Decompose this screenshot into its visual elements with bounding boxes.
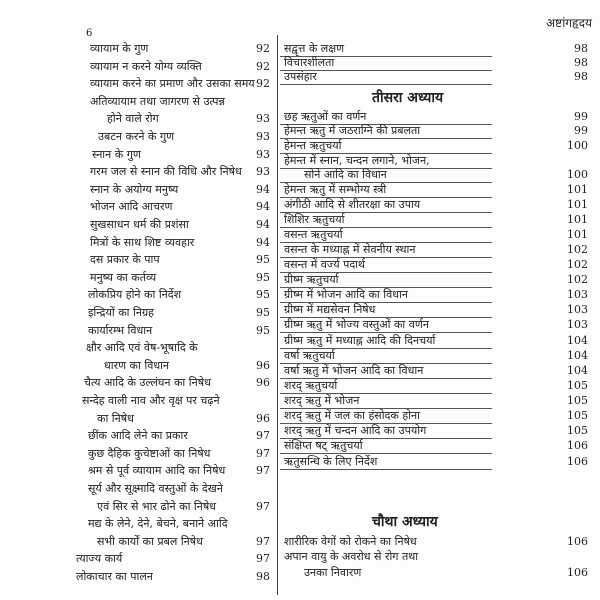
toc-page-number: 95 xyxy=(256,323,270,337)
toc-entry-left: उबटन करने के गुण xyxy=(98,130,175,143)
toc-entry-left: भोजन आदि आचरण xyxy=(90,200,173,214)
row-rule xyxy=(280,84,492,85)
toc-entry-right: हेमन्त ऋतुचर्या xyxy=(284,139,342,152)
toc-entry-left: स्नान के अयोग्य मनुष्य xyxy=(90,182,179,196)
toc-entry-left: मित्रों के साथ शिष्ट व्यवहार xyxy=(90,235,195,249)
toc-page-number: 103 xyxy=(567,288,588,301)
toc-page-number: 102 xyxy=(567,273,588,286)
toc-entry-right: ग्रीष्म ऋतु में भोज्य वस्तुओं का वर्णन xyxy=(284,318,429,331)
toc-page-number: 98 xyxy=(256,570,270,583)
toc-entry-right: उपसंहार xyxy=(284,70,317,83)
toc-page-number: 101 xyxy=(567,198,588,211)
toc-entry-right: ग्रीष्म ऋतु में मध्याह्न आदि की दिनचर्या xyxy=(284,334,436,347)
toc-entry-left: कुछ दैहिक कुचेष्टाओं का निषेध xyxy=(88,446,211,460)
chapter-heading-fourth: चौथा अध्याय xyxy=(372,514,438,530)
toc-page-number: 96 xyxy=(256,411,270,425)
toc-entry-right: शरद् ऋतु में जल का हंसोदक होना xyxy=(284,409,421,422)
toc-entry-right: वसन्त ऋतुचर्या xyxy=(284,228,343,241)
toc-page-number: 92 xyxy=(256,42,270,55)
toc-page-number: 93 xyxy=(256,165,270,179)
toc-page-number: 93 xyxy=(256,130,270,143)
toc-entry-right: सोने आदि का विधान xyxy=(304,168,387,181)
toc-entry-right: संक्षिप्त षट् ऋतुचर्या xyxy=(284,439,363,452)
toc-page-number: 94 xyxy=(256,182,270,196)
toc-page-number: 92 xyxy=(256,77,270,91)
toc-entry-left: सुखसाधन धर्म की प्रशंसा xyxy=(90,218,189,231)
toc-entry-right: अंगीठी आदि से शीतरक्षा का उपाय xyxy=(284,198,421,211)
toc-page-number: 101 xyxy=(567,228,588,241)
toc-page-number: 105 xyxy=(567,424,588,437)
toc-page-number: 93 xyxy=(256,147,270,161)
toc-entry-right: विचारशीलता xyxy=(284,56,335,69)
toc-entry-right: वर्षा ऋतु में भोजन आदि का विधान xyxy=(284,364,424,377)
toc-entry-right: हेमन्त ऋतु में सम्भोग्य स्त्री xyxy=(284,183,387,196)
toc-page-number: 99 xyxy=(574,124,588,137)
toc-page-number: 95 xyxy=(256,253,270,267)
toc-entry-left: मनुष्य का कर्तव्य xyxy=(90,270,157,284)
toc-entry-left: व्यायाम के गुण xyxy=(90,42,149,55)
toc-entry-left: श्रम से पूर्व व्यायाम आदि का निषेध xyxy=(88,464,226,478)
toc-page-number: 104 xyxy=(567,349,588,362)
toc-page-number: 106 xyxy=(567,535,588,548)
toc-entry-left: सभी कार्यों का प्रबल निषेध xyxy=(97,534,203,548)
toc-entry-left: इन्द्रियों का निग्रह xyxy=(88,306,155,319)
toc-page-number: 95 xyxy=(256,288,270,302)
row-rule xyxy=(280,453,492,454)
toc-entry-left: लोकाचार का पालन xyxy=(76,570,153,583)
toc-page-number: 96 xyxy=(256,376,270,390)
toc-entry-left: मद्य के लेने, देने, बेचने, बनाने आदि xyxy=(88,517,228,531)
toc-page-number: 104 xyxy=(567,334,588,347)
toc-entry-right: ग्रीष्म ऋतुचर्या xyxy=(284,273,339,286)
toc-entry-right: सद्वृत्त के लक्षण xyxy=(284,42,345,55)
toc-page-number: 102 xyxy=(567,258,588,271)
toc-entry-right: ग्रीष्म में भोजन आदि का विधान xyxy=(284,288,408,301)
toc-page-number: 97 xyxy=(256,464,270,478)
toc-entry-right: शरद् ऋतु में भोजन xyxy=(284,394,360,407)
toc-entry-left: दस प्रकार के पाप xyxy=(90,253,160,267)
row-rule xyxy=(280,332,492,333)
toc-page-number: 98 xyxy=(574,56,588,69)
toc-entry-left: क्षौर आदि एवं वेष-भूषादि के xyxy=(86,341,198,355)
toc-page-number: 101 xyxy=(567,213,588,226)
toc-entry-right: ऋतुसन्धि के लिए निर्देश xyxy=(284,455,378,468)
toc-entry-left: चैत्य आदि के उल्लंघन का निषेध xyxy=(84,376,211,390)
toc-page-number: 96 xyxy=(256,358,270,372)
toc-entry-right: ग्रीष्म में मद्यसेवन निषेध xyxy=(284,303,376,316)
toc-entry-right: शरद् ऋतु में चन्दन आदि का उपयोग xyxy=(284,424,427,437)
running-head: अष्टांगहृदय xyxy=(546,16,592,30)
toc-entry-left: का निषेध xyxy=(97,411,134,425)
toc-page-number: 92 xyxy=(256,59,270,73)
toc-page-number: 95 xyxy=(256,270,270,284)
toc-entry-left: सन्देह वाली नाव और वृक्ष पर चढ़ने xyxy=(82,394,220,407)
column-divider xyxy=(277,35,278,595)
toc-entry-left: धारण का विधान xyxy=(104,358,170,372)
toc-page-number: 104 xyxy=(567,364,588,377)
toc-page-number: 103 xyxy=(567,318,588,331)
chapter-heading-third: तीसरा अध्याय xyxy=(372,90,444,106)
toc-page-number: 105 xyxy=(567,379,588,392)
toc-page-number: 97 xyxy=(256,499,270,513)
toc-entry-left: होने वाले रोग xyxy=(107,112,159,126)
toc-entry-left: व्यायाम न करने योग्य व्यक्ति xyxy=(90,59,202,73)
toc-page-number: 106 xyxy=(567,439,588,452)
toc-entry-left: व्यायाम करने का प्रमाण और उसका समय xyxy=(90,77,255,91)
toc-entry-right: हेमन्त में स्नान, चन्दन लगाने, भोजन, xyxy=(284,154,430,167)
toc-page-number: 97 xyxy=(256,429,270,443)
toc-page-number: 101 xyxy=(567,183,588,196)
toc-page-number: 94 xyxy=(256,200,270,214)
toc-page-number: 97 xyxy=(256,552,270,566)
toc-entry-right: अपान वायु के अवरोध से रोग तथा xyxy=(284,550,419,563)
toc-entry-right: वसन्त के मध्याह्न में सेवनीय स्थान xyxy=(284,243,416,256)
row-rule xyxy=(280,469,492,470)
toc-entry-right: उनका निवारण xyxy=(304,566,362,579)
toc-page-number: 95 xyxy=(256,306,270,319)
toc-page-number: 103 xyxy=(567,303,588,316)
toc-page-number: 102 xyxy=(567,243,588,256)
toc-page-number: 97 xyxy=(256,446,270,460)
toc-entry-left: त्याज्य कार्य xyxy=(76,552,123,566)
toc-page-number: 100 xyxy=(567,139,588,152)
toc-page-number: 106 xyxy=(567,455,588,468)
toc-page-number: 93 xyxy=(256,112,270,126)
toc-page-number: 97 xyxy=(256,534,270,548)
toc-page-number: 100 xyxy=(567,168,588,181)
toc-entry-right: छह ऋतुओं का वर्णन xyxy=(284,110,367,123)
toc-entry-right: वर्षा ऋतुचर्या xyxy=(284,349,335,362)
toc-entry-right: हेमन्त ऋतु में जठराग्नि की प्रबलता xyxy=(284,124,421,137)
toc-entry-right: शारीरिक वेगों को रोकने का निषेध xyxy=(284,535,417,548)
toc-page-number: 99 xyxy=(574,110,588,123)
page-number: 6 xyxy=(86,28,93,39)
toc-entry-left: कार्यारम्भ विधान xyxy=(88,323,153,337)
toc-entry-left: स्नान के गुण xyxy=(92,147,141,161)
toc-entry-right: वसन्त में वर्ज्य पदार्थ xyxy=(284,258,366,271)
toc-page-number: 94 xyxy=(256,218,270,231)
toc-entry-right: शिशिर ऋतुचर्या xyxy=(284,213,345,226)
toc-page-number: 94 xyxy=(256,235,270,249)
toc-entry-left: सूर्य और सूक्ष्मादि वस्तुओं के देखने xyxy=(88,482,223,495)
toc-page-number: 98 xyxy=(574,42,588,55)
toc-entry-left: एवं सिर से भार ढोने का निषेध xyxy=(97,499,216,513)
toc-entry-left: अतिव्यायाम तथा जागरण से उत्पन्न xyxy=(90,94,225,108)
toc-entry-left: छींक आदि लेने का प्रकार xyxy=(88,429,188,443)
toc-page-number: 98 xyxy=(574,70,588,83)
toc-page-number: 106 xyxy=(567,566,588,579)
toc-entry-right: शरद् ऋतुचर्या xyxy=(284,379,338,392)
toc-entry-left: लोकप्रिय होने का निर्देश xyxy=(88,288,182,302)
toc-page-number: 105 xyxy=(567,394,588,407)
toc-page-number: 105 xyxy=(567,409,588,422)
toc-entry-left: गरम जल से स्नान की विधि और निषेध xyxy=(90,165,242,179)
